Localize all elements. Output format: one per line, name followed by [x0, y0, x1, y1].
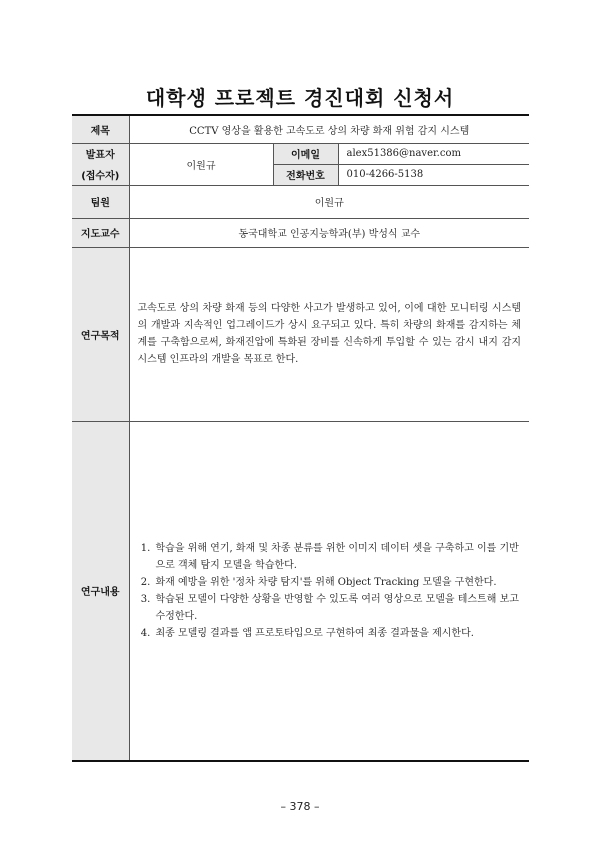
purpose-text: 고속도로 상의 차량 화재 등의 다양한 사고가 발생하고 있어, 이에 대한 모니터링 시스템의 개발과 지속적인 업그레이드가 상시 요구되고 있다. 특히 차량의 화재를 감지하는 체계를 구축함으로써, 화재진압에 특화된 장비를 신속하게 투입할 수 있는 감시 내지 감지 시스템 인프라의 개발을 목표로 한다. — [129, 247, 529, 421]
advisor-label: 지도교수 — [72, 218, 129, 247]
contents-item: 2. 화재 예방을 위한 '정차 차량 탐지'를 위해 Object Tracking 모델을 구현한다. — [154, 574, 522, 591]
page-number: – 378 – — [280, 800, 320, 813]
advisor-row — [72, 218, 529, 247]
subject-value: CCTV 영상을 활용한 고속도로 상의 차량 화재 위험 감지 시스템 — [129, 115, 529, 143]
purpose-row — [72, 247, 529, 421]
contents-row — [72, 421, 529, 761]
presenter-label — [72, 143, 129, 185]
contents-list — [130, 540, 530, 642]
advisor-value: 동국대학교 인공지능학과(부) 박성식 교수 — [129, 218, 529, 247]
presenter-label-line2: (접수자) — [81, 171, 120, 182]
phone-value: 010-4266-5138 — [338, 164, 529, 185]
team-row — [72, 185, 529, 218]
contents-item: 4. 최종 모델링 결과를 앱 프로토타입으로 구현하여 최종 결과물을 제시한다. — [154, 625, 522, 642]
team-value: 이원규 — [129, 185, 529, 218]
email-value: alex51386@naver.com — [338, 143, 529, 164]
email-label: 이메일 — [273, 143, 338, 164]
contents-label: 연구내용 — [72, 421, 129, 761]
presenter-name: 이원규 — [129, 143, 273, 185]
purpose-label: 연구목적 — [72, 247, 129, 421]
document-title: 대학생 프로젝트 경진대회 신청서 — [145, 86, 455, 110]
application-form — [72, 114, 529, 762]
contents-item: 3. 학습된 모델이 다양한 상황을 반영할 수 있도록 여러 영상으로 모델을 테스트해 보고 수정한다. — [154, 591, 522, 625]
contents-item: 1. 학습을 위해 연기, 화재 및 차종 분류를 위한 이미지 데이터 셋을 구축하고 이를 기반으로 객체 탐지 모델을 학습한다. — [154, 540, 522, 574]
contents-cell — [129, 421, 529, 761]
subject-label: 제목 — [72, 115, 129, 143]
phone-label: 전화번호 — [273, 164, 338, 185]
presenter-label-line1: 발표자 — [85, 150, 115, 161]
team-label: 팀원 — [72, 185, 129, 218]
subject-row — [72, 115, 529, 143]
email-row — [72, 143, 529, 164]
